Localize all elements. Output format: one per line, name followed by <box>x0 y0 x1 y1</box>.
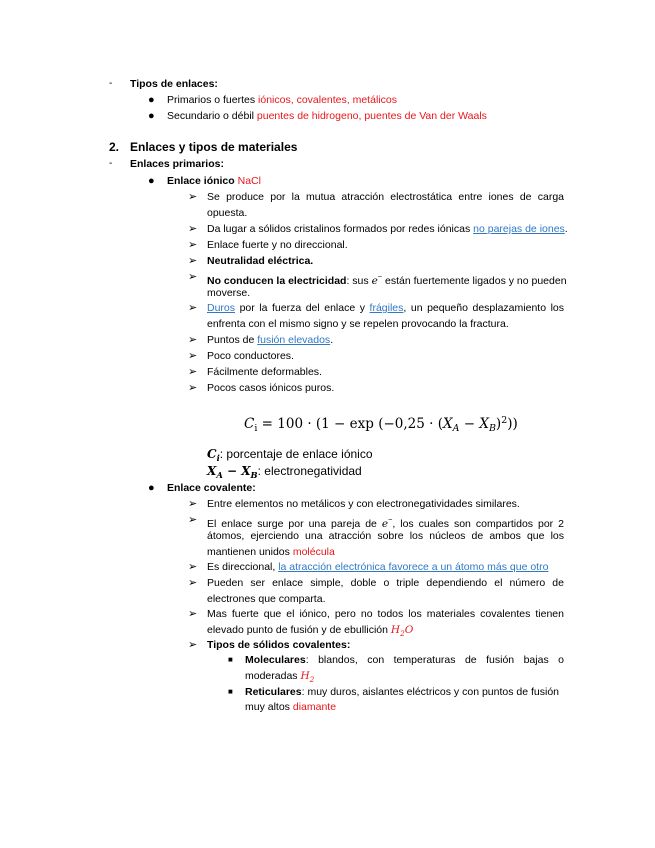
arrow-bullet-icon: ➢ <box>188 239 198 251</box>
ionico-item-1-line1: Se produce por la mutua atracción electrostática entre iones de carga <box>207 191 564 203</box>
link-atraccion-electronica[interactable]: la atracción electrónica favorece a un átomo más que otro <box>278 561 549 573</box>
intro-label: Tipos de enlaces: <box>130 78 218 90</box>
ionico-item-1-line2: opuesta. <box>207 207 248 219</box>
moleculares-line2: moderadas $H_2$ <box>245 670 315 684</box>
intro-primarios <box>167 93 397 107</box>
arrow-bullet-icon: ➢ <box>188 271 198 283</box>
secundario-prefix: Secundario o débil <box>167 110 254 122</box>
bullet-dot: ● <box>148 110 155 122</box>
intro-secundario <box>167 109 487 123</box>
arrow-bullet-icon: ➢ <box>188 514 198 526</box>
ionico-item-8: Poco conductores. <box>207 350 294 362</box>
arrow-bullet-icon: ➢ <box>188 608 198 620</box>
secundario-list: puentes de hidrogeno, puentes de Van der Waals <box>256 110 487 122</box>
link-no-parejas[interactable]: no parejas de iones <box>473 223 565 235</box>
covalente-item-5-line2: elevado punto de fusión y de ebullición $H_2O$ <box>207 624 414 638</box>
arrow-bullet-icon: ➢ <box>188 350 198 362</box>
ionic-percentage-formula: $C_i = 100 \cdot (1 - \exp (-0,25 \cdot (X_A - X_B)^2))$ <box>244 415 518 434</box>
dash-bullet: - <box>109 158 113 169</box>
bullet-dot: ● <box>148 175 155 187</box>
covalente-item-2-line1: El enlace surge por una pareja de e−, los cuales son compartidos por 2 <box>207 515 564 530</box>
dash-bullet: - <box>109 78 113 89</box>
ionico-label: Enlace iónico <box>167 175 235 187</box>
primarios-prefix: Primarios o fuertes <box>167 94 256 106</box>
arrow-bullet-icon: ➢ <box>188 577 198 589</box>
covalente-item-2-line2: átomos, ejerciendo una atracción sobre los núcleos de ambos que los <box>207 530 564 542</box>
covalente-item-5-line1: Mas fuerte que el iónico, pero no todos los materiales covalentes tienen <box>207 608 564 620</box>
ionico-item-6-line1: Duros por la fuerza del enlace y frágiles, un pequeño desplazamiento los <box>207 302 565 314</box>
primarios-list: iónicos, covalentes, metálicos <box>258 94 397 106</box>
ionico-item-5-line2: moverse. <box>207 287 251 299</box>
ionico-heading <box>167 174 261 188</box>
link-fragiles[interactable]: frágiles <box>369 302 404 314</box>
link-duros[interactable]: Duros <box>207 302 236 314</box>
arrow-bullet-icon: ➢ <box>188 639 198 651</box>
arrow-bullet-icon: ➢ <box>188 382 198 394</box>
arrow-bullet-icon: ➢ <box>188 334 198 346</box>
ionico-item-5-line1: No conducen la electricidad: sus e− están fuertemente ligados y no pueden <box>207 272 567 287</box>
covalente-item-6: Tipos de sólidos covalentes: <box>207 639 351 651</box>
arrow-bullet-icon: ➢ <box>188 255 198 267</box>
covalente-label: Enlace covalente: <box>167 482 256 494</box>
moleculares-line1: Moleculares: blandos, con temperaturas de fusión bajas o <box>245 654 564 666</box>
ionico-item-7: Puntos de fusión elevados. <box>207 334 334 346</box>
section-number: 2. <box>109 140 120 154</box>
ionico-example: NaCl <box>237 175 261 187</box>
section-title: Enlaces y tipos de materiales <box>130 140 298 154</box>
ionico-item-3: Enlace fuerte y no direccional. <box>207 239 348 251</box>
ionico-item-9: Fácilmente deformables. <box>207 366 322 378</box>
arrow-bullet-icon: ➢ <box>188 302 198 314</box>
bullet-dot: ● <box>148 482 155 494</box>
square-bullet-icon: ■ <box>228 687 233 696</box>
covalente-item-4-line2: electrones que comparta. <box>207 593 326 605</box>
bullet-dot: ● <box>148 94 155 106</box>
arrow-bullet-icon: ➢ <box>188 498 198 510</box>
ionico-item-4: Neutralidad eléctrica. <box>207 255 314 267</box>
arrow-bullet-icon: ➢ <box>188 191 198 203</box>
reticulares-line2: muy altos diamante <box>245 701 337 713</box>
arrow-bullet-icon: ➢ <box>188 223 198 235</box>
arrow-bullet-icon: ➢ <box>188 561 198 573</box>
section-subtitle: Enlaces primarios: <box>130 158 224 170</box>
reticulares-line1: Reticulares: muy duros, aislantes eléctricos y con puntos de fusión <box>245 686 560 698</box>
formula-definition-xa-xb: $X_A - X_B$: electronegatividad <box>207 464 362 480</box>
link-fusion-elevados[interactable]: fusión elevados <box>257 334 331 346</box>
arrow-bullet-icon: ➢ <box>188 366 198 378</box>
covalente-item-1: Entre elementos no metálicos y con electronegatividades similares. <box>207 498 520 510</box>
ionico-item-2: Da lugar a sólidos cristalinos formados por redes iónicas no parejas de iones. <box>207 223 568 235</box>
covalente-item-2-line3: mantienen unidos molécula <box>207 546 335 558</box>
covalente-item-3: Es direccional, la atracción electrónica favorece a un átomo más que otro <box>207 561 549 573</box>
square-bullet-icon: ■ <box>228 655 233 664</box>
ionico-item-6-line2: enfrenta con el mismo signo y se repelen provocando la fractura. <box>207 318 509 330</box>
ionico-item-10: Pocos casos iónicos puros. <box>207 382 335 394</box>
formula-definition-ci: $C_i$: porcentaje de enlace iónico <box>207 447 373 463</box>
covalente-item-4-line1: Pueden ser enlace simple, doble o triple dependiendo el número de <box>207 577 564 589</box>
